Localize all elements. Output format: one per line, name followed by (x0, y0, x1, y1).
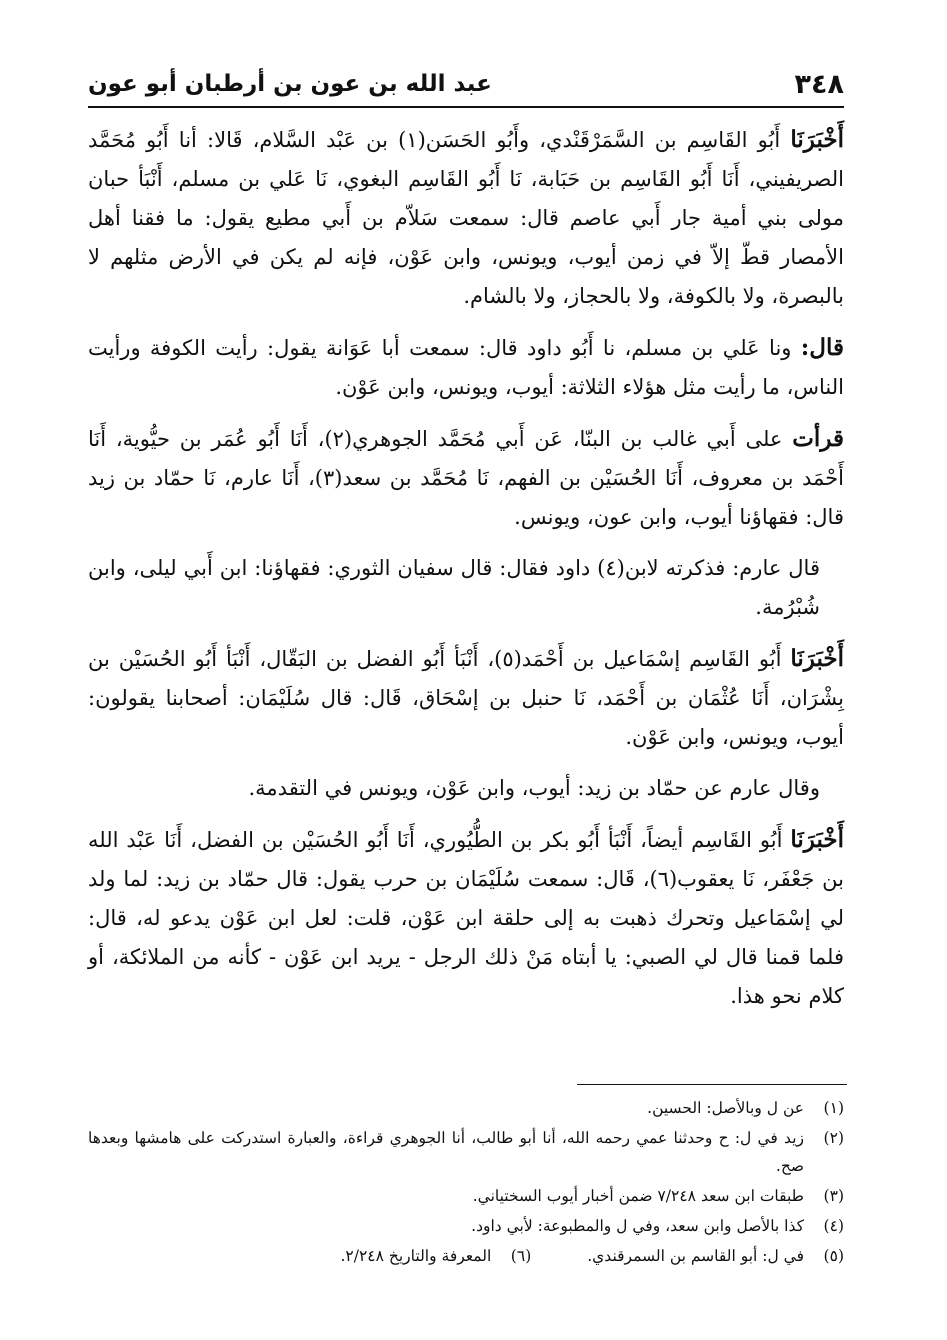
footnote-text: في ل: أبو القاسم بن السمرقندي. (587, 1247, 804, 1265)
footnote-rule (577, 1084, 847, 1085)
paragraph-4 (88, 549, 844, 627)
footnote-text: عن ل وبالأصل: الحسين. (647, 1099, 804, 1117)
paragraph-lead: أَخْبَرَنَا (790, 126, 844, 153)
footnote-3 (88, 1182, 844, 1210)
paragraph-text: أَبُو القَاسِم بن السَّمَرْقَنْدي، وأَبُو الحَسَن(١) بن عَبْد السَّلام، قَالا: أنا أَبُو مُحَمَّد الصريفيني، أَنَا أَبُو القَاسِم بن حَبَابة، نَا أَبُو القَاسِم البغوي، نَا عَلي بن مسلم، أَنْبَأ حبان مولى بني أمية جار أَبي عاصم قال: سمعت سَلاّم بن أَبي مطيع يقول: ما فقنا أهل الأمصار قطّ إلاّ في زمن أيوب، ويونس، وابن عَوْن، فإنه لم يكن في الأرض مثلهم لا بالبصرة، ولا بالكوفة، ولا بالحجاز، ولا بالشام. (88, 128, 844, 308)
paragraph-lead: قرأت (792, 425, 845, 452)
paragraph-3 (88, 419, 844, 537)
paragraph-text: ونا عَلي بن مسلم، نا أَبُو داود قال: سمعت أبا عَوَانة يقول: رأيت الكوفة ورأيت الناس، ما رأيت مثل هؤلاء الثلاثة: أيوب، ويونس، وابن عَوْن. (88, 336, 844, 399)
footnote-text: المعرفة والتاريخ ٢/٢٤٨. (340, 1247, 492, 1265)
footnote-text: زيد في ل: ح وحدثنا عمي رحمه الله، أنا أبو طالب، أنا الجوهري قراءة، والعبارة استدركت على هامشها وبعدها صح. (88, 1129, 804, 1175)
footnotes (88, 1094, 844, 1272)
paragraph-text: أَبُو القَاسِم أيضاً، أَنْبَأ أَبُو بكر بن الطُّيُوري، أَنَا أَبُو الحُسَيْن بن الفضل، أَنَا عَبْد الله بن جَعْفَر، نَا يعقوب(٦)، قَال: سمعت سُلَيْمَان بن حرب يقول: قال حمّاد بن زيد: لما ولد لي إسْمَاعيل وتحرك ذهبت به إلى حلقة ابن عَوْن، قلت: لعل ابن عَوْن يدعو له، قال: فلما قمنا قال لي الصبي: يا أبتاه مَنْ ذلك الرجل - يريد ابن عَوْن - كأنه من الملائكة، أو كلام نحو هذا. (88, 828, 845, 1008)
paragraph-2 (88, 328, 844, 407)
footnote-2 (88, 1124, 844, 1180)
paragraph-text: على أَبي غالب بن البنّا، عَن أَبي مُحَمَّد الجوهري(٢)، أَنَا أَبُو عُمَر بن حيُّوية، أَنَا أَحْمَد بن معروف، أَنَا الحُسَيْن بن الفهم، نَا مُحَمَّد بن سعد(٣)، أَنَا عارم، نَا حمّاد بن زيد قال: فقهاؤنا أيوب، وابن عون، ويونس. (88, 427, 845, 529)
footnote-number: (٣) (823, 1187, 844, 1205)
footnote-4 (88, 1212, 844, 1240)
footnote-number: (٦) (510, 1247, 532, 1265)
footnote-1 (88, 1094, 844, 1122)
footnote-text: كذا بالأصل وابن سعد، وفي ل والمطبوعة: لأبي داود. (471, 1217, 804, 1235)
footnote-number: (٢) (823, 1129, 844, 1147)
paragraph-lead: قال: (800, 334, 844, 361)
running-title: عبد الله بن عون بن أرطبان أبو عون (88, 71, 492, 97)
footnote-5 (587, 1242, 844, 1270)
paragraph-1 (88, 120, 844, 316)
footnote-6 (340, 1242, 531, 1270)
footnote-number: (٥) (823, 1247, 844, 1265)
page-header (88, 64, 844, 104)
paragraph-lead: أَخْبَرَنَا (790, 645, 844, 672)
paragraph-6 (88, 769, 844, 808)
paragraph-text: وقال عارم عن حمّاد بن زيد: أيوب، وابن عَوْن، ويونس في التقدمة. (248, 776, 820, 800)
footnote-number: (١) (823, 1099, 844, 1117)
header-rule (88, 106, 844, 108)
paragraph-text: قال عارم: فذكرته لابن(٤) داود فقال: قال سفيان الثوري: فقهاؤنا: ابن أَبي ليلى، وابن شُبْرُمة. (88, 556, 820, 619)
page-number: ٣٤٨ (794, 68, 844, 100)
paragraph-7 (88, 820, 844, 1016)
paragraph-5 (88, 639, 844, 757)
main-text (88, 120, 844, 1028)
footnote-number: (٤) (823, 1217, 844, 1235)
paragraph-lead: أَخْبَرَنَا (790, 826, 844, 853)
paragraph-text: أَبُو القَاسِم إسْمَاعيل بن أَحْمَد(٥)، أَنْبَأ أَبُو الفضل بن البَقّال، أَنْبَأ أَبُو الحُسَيْن بن بِشْرَان، أَنَا عُثْمَان بن أَحْمَد، نَا حنبل بن إسْحَاق، قَال: قال سُلَيْمَان: أصحابنا يقولون: أيوب، ويونس، وابن عَوْن. (88, 647, 844, 749)
footnote-text: طبقات ابن سعد ٧/٢٤٨ ضمن أخبار أيوب السختياني. (472, 1187, 804, 1205)
footnote-row (88, 1242, 844, 1272)
